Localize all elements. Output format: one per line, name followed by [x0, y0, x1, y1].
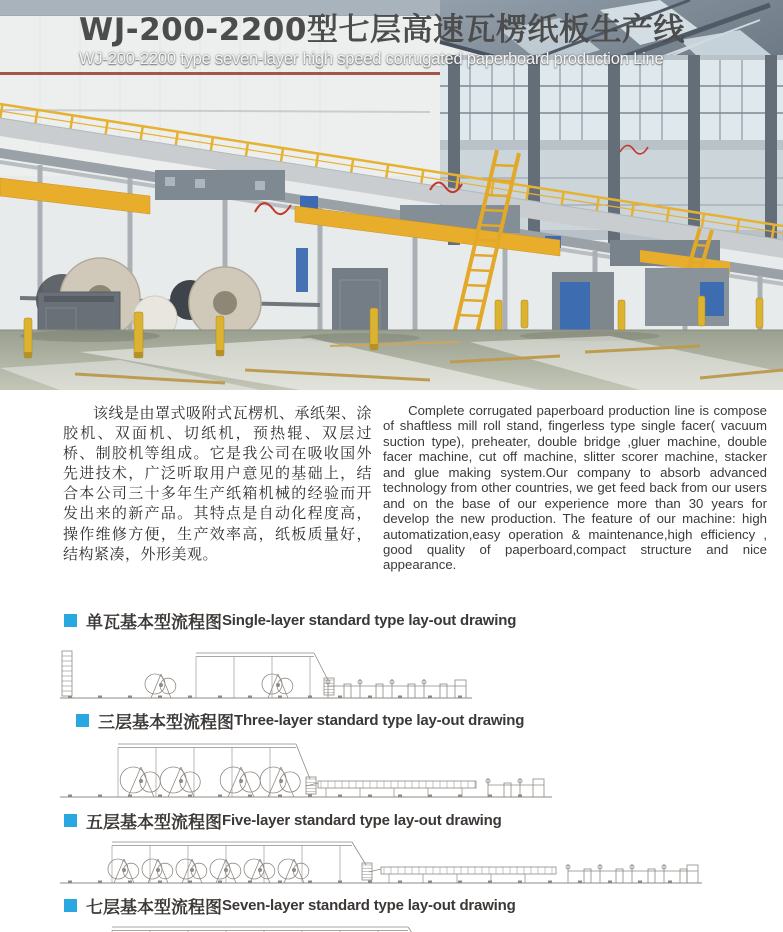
section-title-en: Three-layer standard type lay-out drawing — [234, 712, 525, 730]
page-header — [79, 13, 769, 69]
blue-square-bullet-icon — [64, 899, 77, 912]
section-title-zh: 三层基本型流程图 — [98, 713, 234, 734]
section-heading — [76, 712, 783, 734]
intro-paragraph-english: Complete corrugated paperboard production line is compose of shaftless mill roll stand, fingerless type single facer( vacuum suction type), preheater, double bridge ,gluer machine, double facer machine, cut off machine, slitter scorer machine, stacker and glue making system.Our company to absorb advanced technology from other countries, we get feed back from our users and on the base of our experience more than 30 years for develop the new production. The feature of our machine: high automatization,easy operation & maintenance,high efficiency , good quality of paperboard,compact structure and nice appearance. — [383, 403, 767, 573]
section-title-zh: 七层基本型流程图 — [86, 898, 222, 919]
section-heading — [64, 897, 783, 919]
three-layer-layout-drawing — [56, 734, 556, 804]
section-title-en: Seven-layer standard type lay-out drawing — [222, 897, 516, 915]
seven-layer-layout-drawing — [56, 917, 766, 932]
hero-photo-section — [0, 0, 783, 390]
section-title-zh: 五层基本型流程图 — [86, 813, 222, 834]
section-title-en: Single-layer standard type lay-out drawing — [222, 612, 517, 630]
page-subtitle: WJ-200-2200 type seven-layer high speed corrugated paperboard production Line — [79, 50, 664, 69]
section-title-zh: 单瓦基本型流程图 — [86, 613, 222, 634]
section-seven-layer — [64, 897, 783, 932]
intro-paragraph-chinese: 该线是由罩式吸附式瓦楞机、承纸架、涂胶机、双面机、切纸机，预热辊、双层过桥、制胶机等组成。它是我公司在吸收国外先进技术，广泛听取用户意见的基础上，结合本公司三十多年生产纸箱机械的经验而开发出来的新产品。其特点是自动化程度高，操作维修方便，生产效率高，纸板质量好，结构紧凑，外形美观。 — [63, 404, 373, 563]
blue-square-bullet-icon — [64, 814, 77, 827]
section-heading — [64, 612, 783, 634]
section-five-layer — [64, 812, 783, 890]
blue-square-bullet-icon — [64, 614, 77, 627]
five-layer-layout-drawing — [56, 832, 706, 890]
section-single-layer — [64, 612, 783, 705]
intro-section — [0, 390, 783, 573]
factory-floor — [0, 330, 783, 390]
section-three-layer — [64, 712, 783, 804]
blue-square-bullet-icon — [76, 714, 89, 727]
page-title: WJ-200-2200型七层高速瓦楞纸板生产线 — [79, 12, 685, 48]
single-layer-layout-drawing — [56, 643, 476, 705]
section-title-en: Five-layer standard type lay-out drawing — [222, 812, 502, 830]
section-heading — [64, 812, 783, 834]
